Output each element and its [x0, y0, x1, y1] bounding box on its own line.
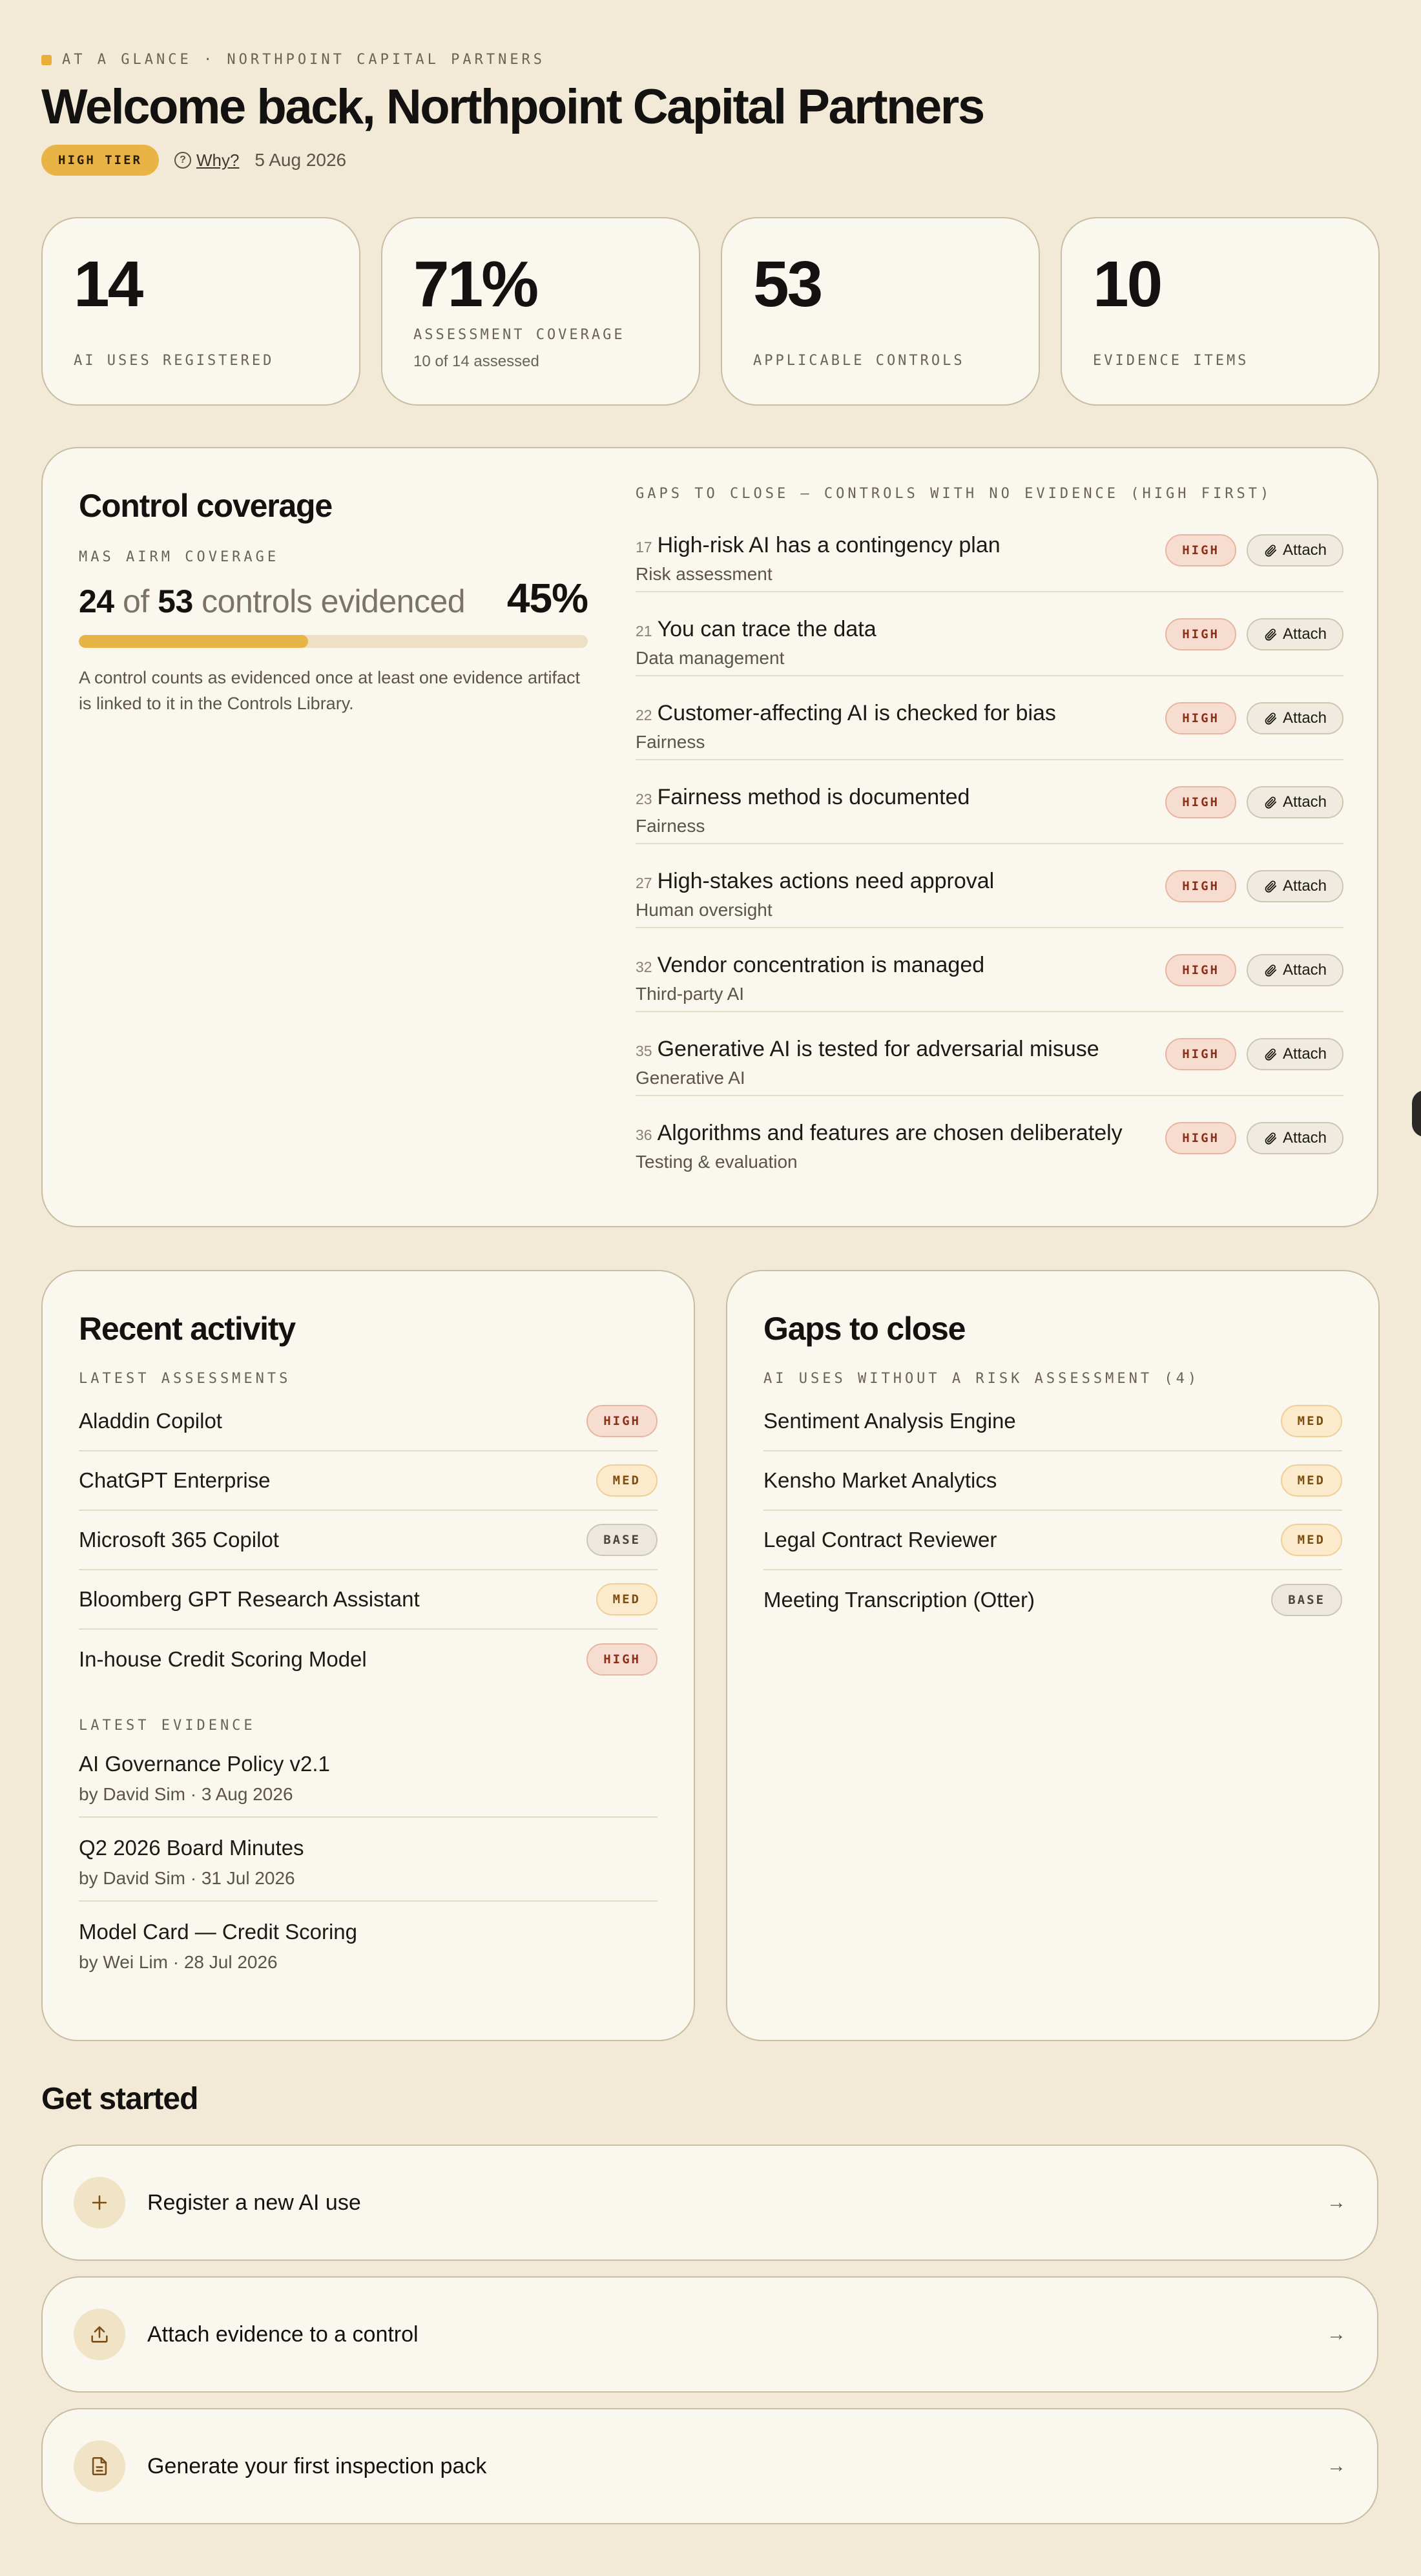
- evidence-title: AI Governance Policy v2.1: [79, 1752, 330, 1776]
- gap-title-text: Customer-affecting AI is checked for bias: [657, 701, 1056, 725]
- attach-button[interactable]: [1247, 786, 1343, 818]
- tier-badge: MED: [1281, 1464, 1342, 1497]
- generate-inspection-pack-button[interactable]: [41, 2408, 1378, 2524]
- gap-title: [636, 533, 1001, 558]
- gap-title: [636, 869, 994, 894]
- tier-badge: HIGH: [586, 1643, 658, 1676]
- stat-value: 10: [1093, 248, 1161, 320]
- ai-use-name: Kensho Market Analytics: [763, 1468, 997, 1492]
- gap-title-text: Fairness method is documented: [657, 785, 970, 809]
- register-ai-use-button[interactable]: [41, 2145, 1378, 2261]
- gaps-panel-title: Gaps to close: [763, 1311, 966, 1347]
- latest-evidence-kicker: LATEST EVIDENCE: [79, 1718, 256, 1734]
- coverage-progress-fill: [79, 635, 308, 648]
- coverage-of: of: [123, 583, 149, 619]
- gaps-panel-kicker: AI USES WITHOUT A RISK ASSESSMENT (4): [763, 1371, 1200, 1387]
- stat-card-ai-uses: [41, 217, 360, 406]
- coverage-evidenced-count: 24: [79, 583, 114, 619]
- assessment-row[interactable]: [79, 1511, 658, 1570]
- coverage-percent: 45%: [506, 575, 588, 621]
- recent-activity-card: [41, 1270, 695, 2041]
- stat-label: AI USES REGISTERED: [74, 353, 275, 369]
- eyebrow-text: AT A GLANCE · NORTHPOINT CAPITAL PARTNERS: [62, 52, 546, 68]
- ai-use-name: Sentiment Analysis Engine: [763, 1409, 1016, 1433]
- evidence-row[interactable]: [79, 1902, 658, 1986]
- attach-button[interactable]: [1247, 702, 1343, 734]
- stat-value: 53: [753, 248, 822, 320]
- stat-value: 14: [74, 248, 142, 320]
- tier-badge: HIGH: [586, 1405, 658, 1437]
- evidence-list: [79, 1734, 658, 1986]
- meta-row: [41, 145, 346, 176]
- tier-badge: HIGH TIER: [41, 145, 159, 176]
- gap-row: [636, 676, 1343, 760]
- stat-label: APPLICABLE CONTROLS: [753, 353, 965, 369]
- coverage-gaps: [636, 486, 1343, 1180]
- upload-icon: [74, 2309, 125, 2360]
- action-label: Register a new AI use: [147, 2190, 361, 2215]
- severity-badge: HIGH: [1165, 534, 1236, 566]
- ai-use-name: Meeting Transcription (Otter): [763, 1588, 1035, 1612]
- gap-category: Fairness: [636, 816, 705, 836]
- severity-badge: HIGH: [1165, 1122, 1236, 1154]
- action-label: Attach evidence to a control: [147, 2322, 419, 2347]
- coverage-text: [79, 583, 465, 620]
- gap-row: [636, 844, 1343, 928]
- paperclip-icon: [1263, 711, 1278, 725]
- arrow-right-icon: →: [1327, 2455, 1346, 2477]
- gap-category: Testing & evaluation: [636, 1152, 798, 1172]
- control-coverage-card: [41, 447, 1378, 1227]
- plus-icon: [74, 2177, 125, 2228]
- page-title: Welcome back, Northpoint Capital Partners: [41, 79, 984, 134]
- evidence-title: Q2 2026 Board Minutes: [79, 1836, 304, 1860]
- get-started-title: Get started: [41, 2082, 198, 2116]
- gap-index: 27: [636, 875, 652, 891]
- assessment-name: Aladdin Copilot: [79, 1409, 222, 1433]
- gap-index: 21: [636, 623, 652, 639]
- attach-button[interactable]: [1247, 870, 1343, 902]
- evidence-meta: by David Sim · 31 Jul 2026: [79, 1868, 295, 1888]
- stat-label: ASSESSMENT COVERAGE: [413, 327, 625, 343]
- eyebrow: [41, 52, 545, 68]
- arrow-right-icon: →: [1327, 2323, 1346, 2345]
- gap-row: [636, 1096, 1343, 1180]
- gap-title-text: You can trace the data: [657, 617, 876, 641]
- stat-card-applicable-controls: [721, 217, 1040, 406]
- gap-index: 35: [636, 1043, 652, 1059]
- attach-evidence-button[interactable]: [41, 2276, 1378, 2393]
- stat-sub: 10 of 14 assessed: [413, 353, 539, 370]
- gap-index: 32: [636, 959, 652, 975]
- paperclip-icon: [1263, 543, 1278, 557]
- gap-title: [636, 701, 1056, 726]
- document-icon: [74, 2440, 125, 2492]
- assessment-name: Microsoft 365 Copilot: [79, 1528, 279, 1552]
- gap-index: 22: [636, 707, 652, 723]
- paperclip-icon: [1263, 795, 1278, 809]
- latest-assessments-kicker: LATEST ASSESSMENTS: [79, 1371, 291, 1387]
- recent-activity-title: Recent activity: [79, 1311, 295, 1347]
- arrow-right-icon: →: [1327, 2192, 1346, 2213]
- paperclip-icon: [1263, 963, 1278, 977]
- coverage-suffix: controls evidenced: [202, 583, 466, 619]
- severity-badge: HIGH: [1165, 786, 1236, 818]
- evidence-row[interactable]: [79, 1734, 658, 1818]
- severity-badge: HIGH: [1165, 1038, 1236, 1070]
- gap-category: Generative AI: [636, 1068, 745, 1088]
- tier-badge: MED: [596, 1583, 658, 1615]
- tier-badge: MED: [1281, 1405, 1342, 1437]
- floating-handle[interactable]: [1412, 1090, 1421, 1137]
- tier-badge: MED: [1281, 1524, 1342, 1556]
- paperclip-icon: [1263, 627, 1278, 641]
- gap-row: [636, 1012, 1343, 1096]
- coverage-kicker: MAS AIRM COVERAGE: [79, 549, 280, 565]
- gap-row: [636, 928, 1343, 1012]
- tier-badge: MED: [596, 1464, 658, 1497]
- eyebrow-marker-icon: [41, 55, 52, 65]
- stat-card-evidence-items: [1061, 217, 1380, 406]
- unassessed-row[interactable]: [763, 1451, 1342, 1511]
- gap-row: [636, 592, 1343, 676]
- paperclip-icon: [1263, 1131, 1278, 1145]
- attach-label: Attach: [1282, 541, 1327, 559]
- assessment-name: ChatGPT Enterprise: [79, 1468, 271, 1492]
- unassessed-row[interactable]: [763, 1392, 1342, 1451]
- gap-title-text: High-stakes actions need approval: [657, 869, 995, 893]
- coverage-note: A control counts as evidenced once at least one evidence artifact is linked to it in the Controls Library.: [79, 668, 580, 713]
- severity-badge: HIGH: [1165, 702, 1236, 734]
- attach-label: Attach: [1282, 709, 1327, 727]
- gaps-to-close-card: [726, 1270, 1380, 2041]
- assessment-name: Bloomberg GPT Research Assistant: [79, 1587, 420, 1611]
- gap-title: [636, 1121, 1123, 1146]
- coverage-gaps-kicker: GAPS TO CLOSE — CONTROLS WITH NO EVIDENCE (HIGH FIRST): [636, 486, 1272, 502]
- attach-button[interactable]: [1247, 618, 1343, 650]
- assessment-row[interactable]: [79, 1570, 658, 1630]
- attach-label: Attach: [1282, 793, 1327, 811]
- assessment-list: [79, 1392, 658, 1689]
- attach-label: Attach: [1282, 625, 1327, 643]
- gap-title-text: Algorithms and features are chosen deliberately: [657, 1121, 1123, 1145]
- attach-label: Attach: [1282, 877, 1327, 895]
- coverage-line: [79, 574, 588, 622]
- unassessed-list: [763, 1392, 1342, 1630]
- evidence-row[interactable]: [79, 1818, 658, 1902]
- why-label: Why?: [196, 150, 240, 170]
- assessment-row[interactable]: [79, 1630, 658, 1689]
- gap-title-text: High-risk AI has a contingency plan: [657, 533, 1001, 557]
- action-label: Generate your first inspection pack: [147, 2453, 487, 2478]
- gap-index: 36: [636, 1127, 652, 1143]
- attach-button[interactable]: [1247, 1038, 1343, 1070]
- paperclip-icon: [1263, 879, 1278, 893]
- gap-category: Human oversight: [636, 900, 773, 920]
- tier-badge: BASE: [586, 1524, 658, 1556]
- stat-value: 71%: [413, 248, 537, 320]
- attach-button[interactable]: [1247, 534, 1343, 566]
- coverage-summary: [79, 487, 588, 716]
- gap-row: [636, 508, 1343, 592]
- coverage-progress-bar: [79, 635, 588, 648]
- evidence-meta: by Wei Lim · 28 Jul 2026: [79, 1952, 278, 1972]
- tier-badge: BASE: [1271, 1584, 1342, 1616]
- attach-label: Attach: [1282, 1045, 1327, 1063]
- gap-title-text: Generative AI is tested for adversarial misuse: [657, 1037, 1099, 1061]
- assessment-row[interactable]: [79, 1451, 658, 1511]
- evidence-title: Model Card — Credit Scoring: [79, 1920, 357, 1944]
- gap-row: [636, 760, 1343, 844]
- unassessed-row[interactable]: [763, 1511, 1342, 1570]
- coverage-total-count: 53: [158, 583, 193, 619]
- gap-title: [636, 785, 970, 810]
- stat-label: EVIDENCE ITEMS: [1093, 353, 1249, 369]
- gap-title-text: Vendor concentration is managed: [657, 953, 985, 977]
- gap-title: [636, 617, 876, 642]
- paperclip-icon: [1263, 1047, 1278, 1061]
- attach-button[interactable]: [1247, 1122, 1343, 1154]
- evidence-meta: by David Sim · 3 Aug 2026: [79, 1784, 293, 1804]
- gap-category: Fairness: [636, 732, 705, 752]
- assessment-row[interactable]: [79, 1392, 658, 1451]
- attach-button[interactable]: [1247, 954, 1343, 986]
- severity-badge: HIGH: [1165, 870, 1236, 902]
- gap-index: 17: [636, 539, 652, 556]
- attach-label: Attach: [1282, 1129, 1327, 1147]
- why-link[interactable]: [174, 151, 239, 171]
- gap-category: Risk assessment: [636, 564, 773, 584]
- assessment-name: In-house Credit Scoring Model: [79, 1647, 367, 1671]
- unassessed-row[interactable]: [763, 1570, 1342, 1630]
- gap-category: Data management: [636, 648, 785, 668]
- gap-index: 23: [636, 791, 652, 807]
- severity-badge: HIGH: [1165, 954, 1236, 986]
- coverage-title: Control coverage: [79, 488, 333, 524]
- header-date: 5 Aug 2026: [254, 150, 347, 170]
- gap-category: Third-party AI: [636, 984, 745, 1004]
- attach-label: Attach: [1282, 961, 1327, 979]
- severity-badge: HIGH: [1165, 618, 1236, 650]
- gap-title: [636, 1037, 1099, 1062]
- coverage-gap-list: [636, 508, 1343, 1180]
- ai-use-name: Legal Contract Reviewer: [763, 1528, 997, 1552]
- stat-card-assessment-coverage: [381, 217, 700, 406]
- gap-title: [636, 953, 984, 978]
- question-circle-icon: ?: [174, 152, 191, 169]
